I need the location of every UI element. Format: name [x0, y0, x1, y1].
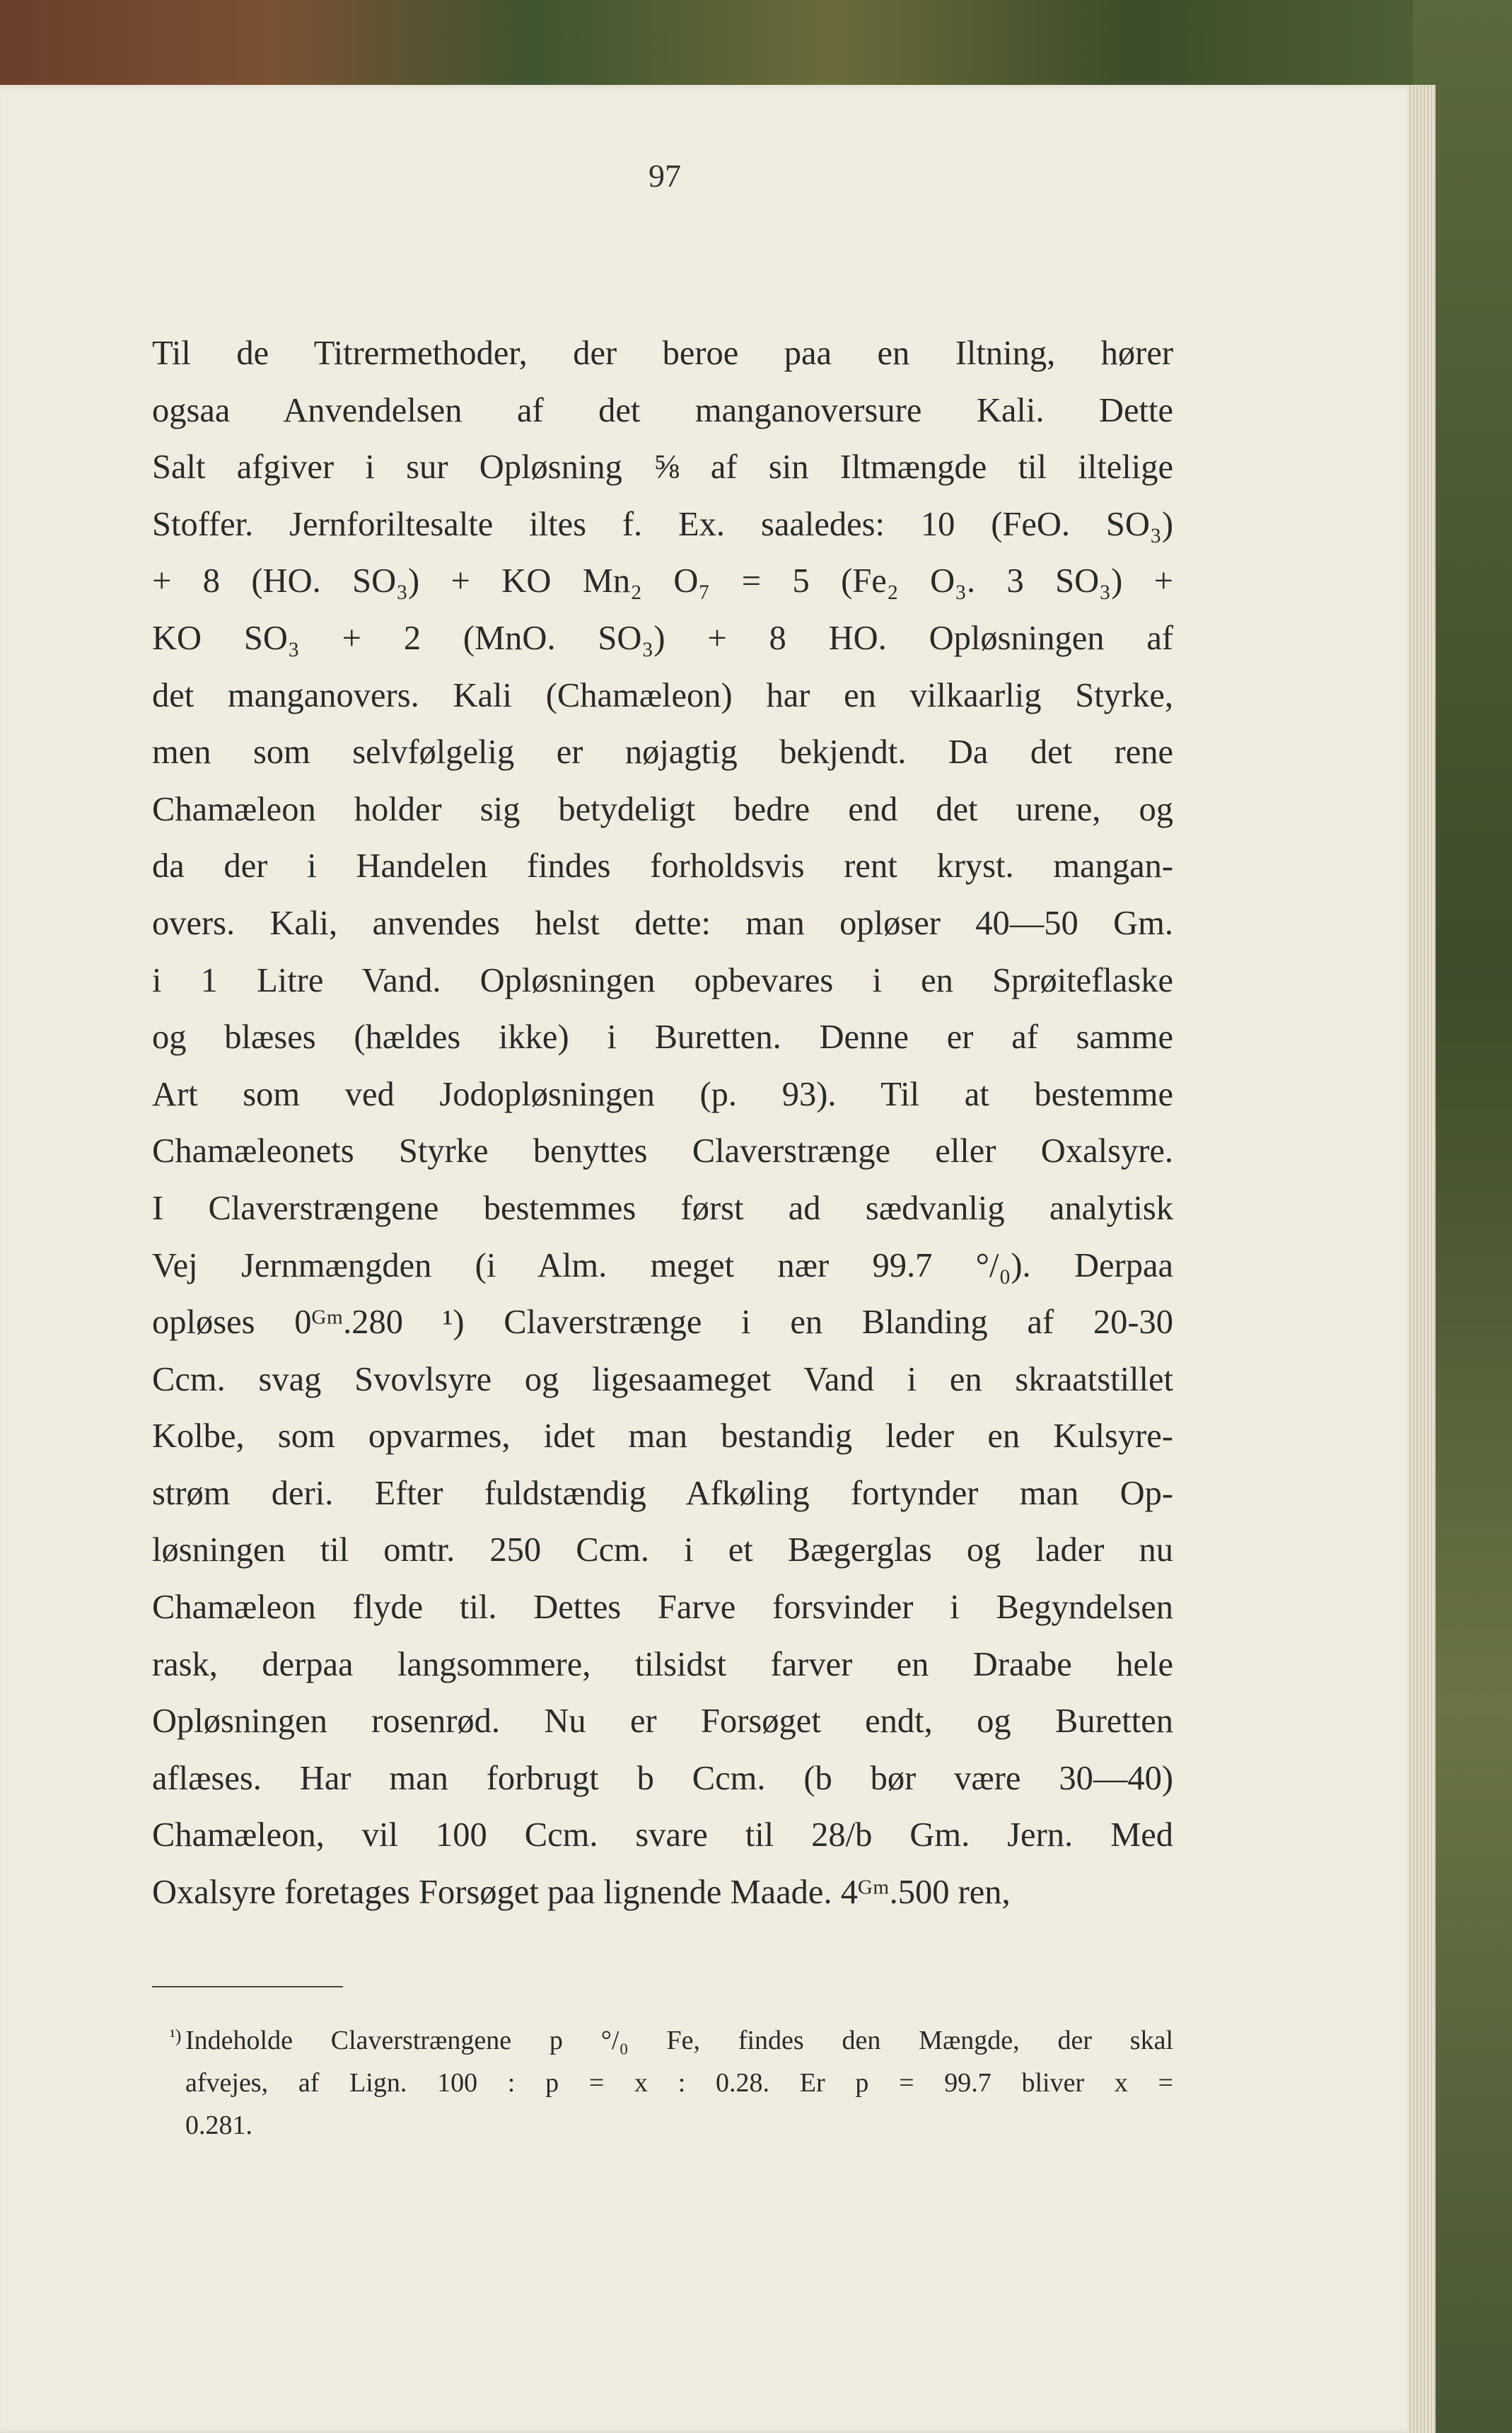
text-line: Chamæleon flyde til. Dettes Farve forsvinder i Begyndelsen [152, 1589, 1173, 1627]
text-line: strøm deri. Efter fuldstændig Afkøling fortynder man Op- [152, 1474, 1173, 1512]
text-line: + 8 (HO. SO₃) + KO Mn₂ O₇ = 5 (Fe₂ O₃. 3 SO₃) + [152, 562, 1173, 600]
text-line: Chamæleon holder sig betydeligt bedre end det urene, og [152, 790, 1173, 828]
footnote-marker: ¹) [170, 2026, 182, 2046]
text-line: Oxalsyre foretages Forsøget paa lignende Maade. 4ᴳᵐ.500 ren, [152, 1874, 1011, 1912]
page-edges [1407, 85, 1436, 2433]
text-line: Art som ved Jodopløsningen (p. 93). Til at bestemme [152, 1075, 1173, 1113]
body-text [152, 325, 1173, 1922]
text-line: aflæses. Har man forbrugt b Ccm. (b bør være 30—40) [152, 1759, 1173, 1797]
text-line: Opløsningen rosenrød. Nu er Forsøget endt, og Buretten [152, 1702, 1173, 1741]
text-line: overs. Kali, anvendes helst dette: man opløser 40—50 Gm. [152, 904, 1173, 942]
footnote-line: 0.281. [185, 2110, 252, 2140]
footnote-line: Indeholde Claverstrængene p °/₀ Fe, findes den Mængde, der skal [185, 2026, 1173, 2055]
text-line: ogsaa Anvendelsen af det manganoversure Kali. Dette [152, 391, 1173, 429]
text-line: Salt afgiver i sur Opløsning ⅝ af sin Iltmængde til iltelige [152, 448, 1173, 487]
text-line: KO SO₃ + 2 (MnO. SO₃) + 8 HO. Opløsningen af [152, 619, 1173, 657]
text-line: i 1 Litre Vand. Opløsningen opbevares i en Sprøiteflaske [152, 961, 1173, 999]
text-line: Til de Titrermethoder, der beroe paa en Iltning, hører [152, 335, 1173, 372]
text-line: Chamæleon, vil 100 Ccm. svare til 28/b Gm. Jern. Med [152, 1816, 1173, 1854]
text-line: opløses 0ᴳᵐ.280 ¹) Claverstrænge i en Blanding af 20-30 [152, 1303, 1173, 1342]
text-line: Stoffer. Jernforiltesalte iltes f. Ex. saaledes: 10 (FeO. SO₃) [152, 505, 1173, 543]
footnote-divider [152, 1986, 343, 1987]
text-line: Vej Jernmængden (i Alm. meget nær 99.7 °/₀). Derpaa [152, 1246, 1173, 1284]
text-line: men som selvfølgelig er nøjagtig bekjendt. Da det rene [152, 733, 1173, 772]
text-line: Ccm. svag Svovlsyre og ligesaameget Vand i en skraatstillet [152, 1360, 1173, 1398]
text-line: løsningen til omtr. 250 Ccm. i et Bægerglas og lader nu [152, 1531, 1173, 1569]
text-line: I Claverstrængene bestemmes først ad sædvanlig analytisk [152, 1189, 1173, 1227]
text-line: og blæses (hældes ikke) i Buretten. Denne er af samme [152, 1018, 1173, 1057]
book-cover-top [0, 0, 1512, 99]
text-line: Chamæleonets Styrke benyttes Claverstrænge eller Oxalsyre. [152, 1132, 1173, 1171]
footnote [170, 2019, 1173, 2147]
text-line: det manganovers. Kali (Chamæleon) har en vilkaarlig Styrke, [152, 676, 1173, 714]
text-line: Kolbe, som opvarmes, idet man bestandig leder en Kulsyre- [152, 1417, 1173, 1456]
page-number: 97 [649, 158, 681, 194]
text-line: rask, derpaa langsommere, tilsidst farver en Draabe hele [152, 1645, 1173, 1683]
text-line: da der i Handelen findes forholdsvis rent kryst. mangan- [152, 847, 1173, 885]
footnote-line: afvejes, af Lign. 100 : p = x : 0.28. Er p = 99.7 bliver x = [185, 2068, 1173, 2098]
